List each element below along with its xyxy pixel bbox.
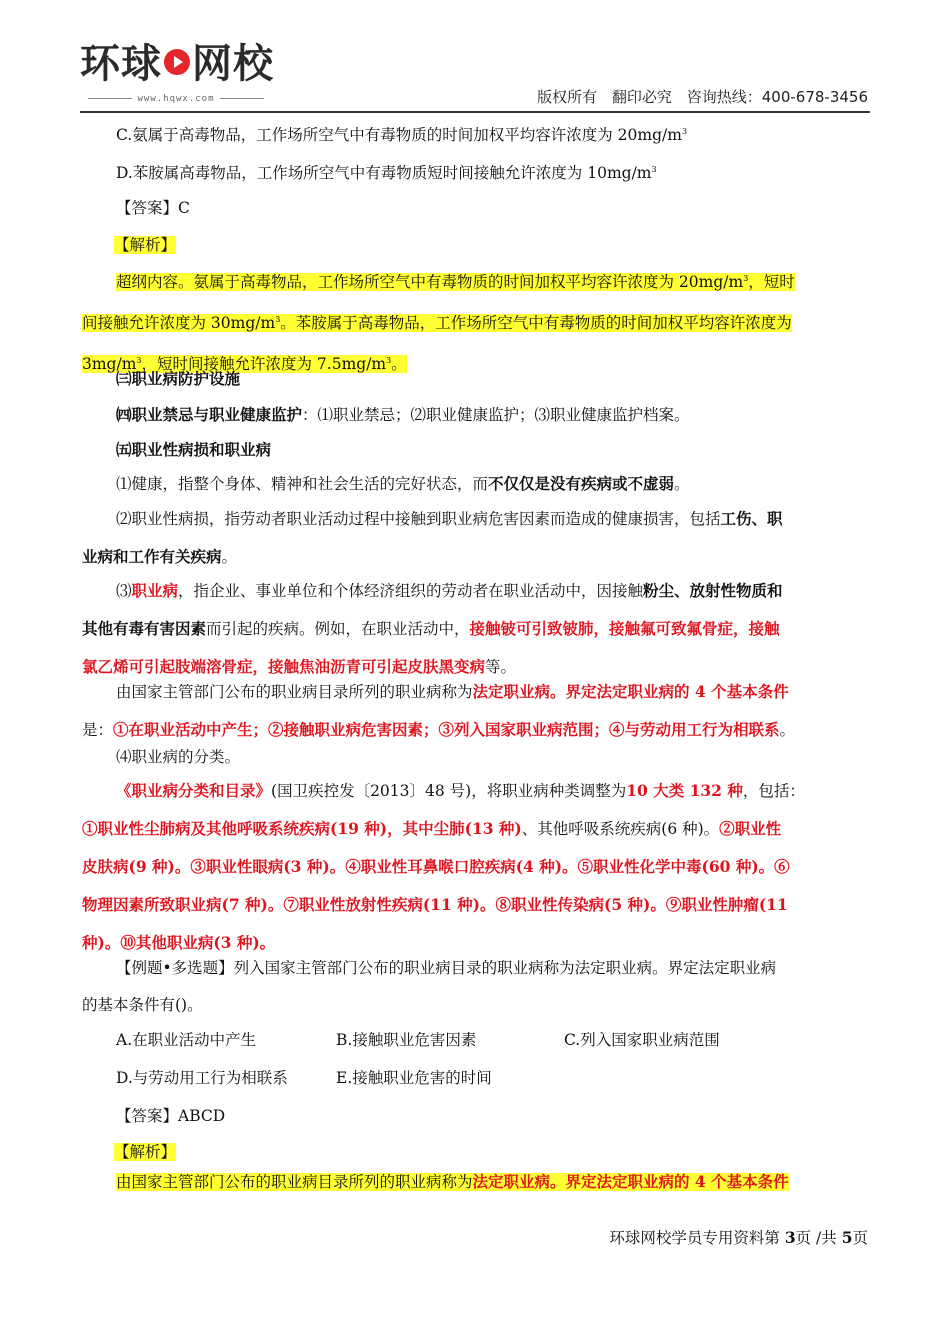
page-total: 5 [841,1228,853,1247]
answer-2: 【答案】ABCD [116,1107,226,1125]
hotline-number: 400-678-3456 [761,88,868,106]
section-5-heading: ㈤职业性病损和职业病 [116,440,272,459]
question-option-b: B.接触职业危害因素 [336,1031,477,1049]
example-question: 【例题•多选题】列入国家主管部门公布的职业病目录的职业病称为法定职业病。界定法定职业病 的基本条件有()。 [82,959,777,1014]
section-4: ㈣职业禁忌与职业健康监护：⑴职业禁忌；⑵职业健康监护；⑶职业健康监护档案。 [116,405,690,424]
analysis-1: 超纲内容。氨属于高毒物品，工作场所空气中有毒物质的时间加权平均容许浓度为 $20mg/m^3$，短时 间接触允许浓度为 $30mg/m^3$。苯胺属于高毒物品，工作场所空气中有毒物质的时间加权平均容许浓度为 $3mg/m^3$，短时间接触允许浓度为 $7.5mg/m^3$。 [82,273,795,374]
header-notice [537,86,868,107]
analysis-label-1: 【解析】 [114,236,177,254]
logo-url: www.hqwx.com [80,94,272,104]
page-footer: 环球网校学员专用资料第 3页 /共 5页 [609,1228,868,1247]
logo-text-b: 网校 [192,41,274,87]
point-4: ⑷职业病的分类。 [116,748,241,766]
header-divider [80,111,870,113]
copyright-text: 版权所有 [537,88,598,106]
logo-text-a: 环球 [80,41,162,87]
answer-1: 【答案】C [116,199,190,217]
classification-paragraph: 《职业病分类和目录》(国卫疾控发〔2013〕48 号)，将职业病种类调整为10 大类 132 种，包括： ①职业性尘肺病及其他呼吸系统疾病(19 种)，其中尘肺(13 种)、其他呼吸系统疾病(6 种)。②职业性 皮肤病(9 种)。③职业性眼病(3 种)。④职业性耳鼻喉口腔疾病(4 种)。⑤职业性化学中毒(60 种)。⑥ 物理因素所致职业病(7 种)。⑦职业性放射性疾病(11 种)。⑧职业性传染病(5 种)。⑨职业性肿瘤(11 种)。⑩其他职业病(3 种)。 [82,781,805,952]
logo [80,40,280,110]
page-header [0,0,950,118]
point-2: ⑵职业性病损，指劳动者职业活动过程中接触到职业病危害因素而造成的健康损害，包括工伤、职 业病和工作有关疾病。 [82,509,783,566]
question-option-d: D.与劳动用工行为相联系 [116,1069,288,1087]
question-option-a: A.在职业活动中产生 [116,1031,257,1049]
hotline-label: 咨询热线： [686,88,762,106]
page-number: 3 [784,1228,796,1247]
point-3: ⑶职业病，指企业、事业单位和个体经济组织的劳动者在职业活动中，因接触粉尘、放射性物质和 其他有毒有害因素而引起的疾病。例如，在职业活动中，接触铍可引致铍肺，接触氟可致氟骨症，接触 氯乙烯可引起肢端溶骨症，接触焦油沥青可引起皮肤黑变病等。 [82,581,783,676]
question-option-c: C.列入国家职业病范围 [564,1031,720,1049]
no-copy-text: 翻印必究 [611,88,672,106]
analysis-2: 由国家主管部门公布的职业病目录所列的职业病称为法定职业病。界定法定职业病的 4 个基本条件 [116,1172,789,1191]
option-c: C.氨属于高毒物品，工作场所空气中有毒物质的时间加权平均容许浓度为 $20mg/m^3$ [116,126,688,145]
section-3-heading: ㈢职业病防护设施 [116,369,241,388]
point-1: ⑴健康，指整个身体、精神和社会生活的完好状态，而不仅仅是没有疾病或不虚弱。 [116,474,690,493]
play-icon [164,49,190,75]
option-d: D.苯胺属高毒物品，工作场所空气中有毒物质短时间接触允许浓度为 $10mg/m^3$ [116,164,657,183]
statutory-disease-paragraph: 由国家主管部门公布的职业病目录所列的职业病称为法定职业病。界定法定职业病的 4 个基本条件 是：①在职业活动中产生；②接触职业病危害因素；③列入国家职业病范围；④与劳动用工行为相联系。 [82,682,796,739]
question-option-e: E.接触职业危害的时间 [336,1069,492,1087]
analysis-label-2: 【解析】 [114,1143,177,1161]
